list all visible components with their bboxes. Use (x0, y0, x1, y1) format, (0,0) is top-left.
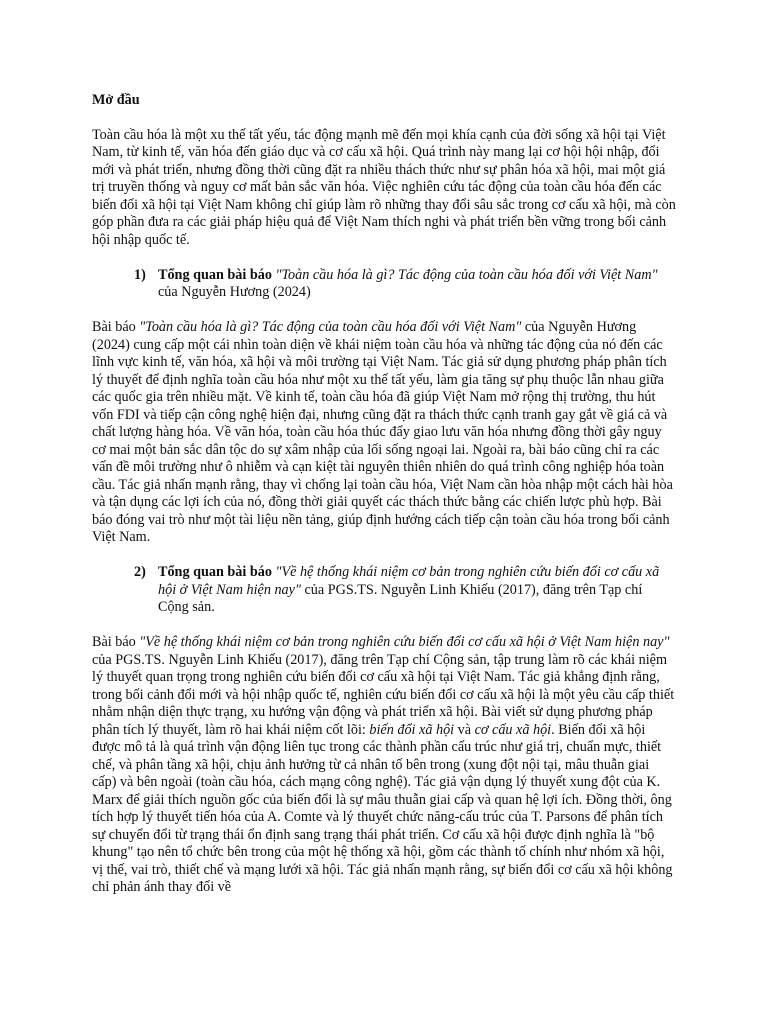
list-item-1 (92, 267, 676, 302)
intro-paragraph: Toàn cầu hóa là một xu thế tất yếu, tác động mạnh mẽ đến mọi khía cạnh của đời sống xã hội tại Việt Nam, từ kinh tế, văn hóa đến giáo dục và cơ cấu xã hội. Quá trình này mang lại cơ hội hội nhập, đổi mới và phát triển, nhưng đồng thời cũng đặt ra nhiều thách thức như sự phân hóa xã hội, mai một giá trị truyền thống và nguy cơ mất bản sắc văn hóa. Việc nghiên cứu tác động của toàn cầu hóa đến các biến đổi xã hội tại Việt Nam không chỉ giúp làm rõ những thay đổi sâu sắc trong cơ cấu xã hội, mà còn góp phần đưa ra các giải pháp hiệu quả để Việt Nam thích nghi và phát triển bền vững trong bối cảnh hội nhập quốc tế. (92, 126, 676, 248)
list-item-lead: Tổng quan bài báo (158, 564, 272, 580)
list-item-text (158, 564, 676, 617)
list-item-number: 1) (134, 266, 146, 283)
list-item-tail: của Nguyễn Hương (2024) (158, 284, 311, 300)
conjunction: và (457, 721, 472, 738)
paragraph-body: của PGS.TS. Nguyễn Linh Khiếu (2017), đăng trên Tạp chí Cộng sản, tập trung làm rõ các khái niệm lý thuyết quan trọng trong nghiên cứu biến đổi cơ cấu xã hội tại Việt Nam. Tác giả khẳng định rằng, trong bối cảnh đổi mới và hội nhập quốc tế, nghiên cứu biến đổi cơ cấu xã hội là một yêu cầu cấp thiết nhằm nhận diện thực trạng, xu hướng vận động và phát triển xã hội. Bài viết sử dụng phương pháp phân tích lý thuyết, làm rõ hai khái niệm cốt lõi: (92, 651, 675, 738)
list-item-tail: của PGS.TS. Nguyễn Linh Khiếu (2017), đăng trên Tạp chí Cộng sản. (158, 581, 643, 615)
paragraph-body: . Biến đổi xã hội được mô tả là quá trình vận động liên tục trong các thành phần cấu trúc như giá trị, chuẩn mực, thiết chế, và phân tầng xã hội, chịu ảnh hưởng từ cả nhân tố bên trong (xung đột nội tại, mâu thuẫn giai cấp) và bên ngoài (toàn cầu hóa, cách mạng công nghệ). Tác giả vận dụng lý thuyết xung đột của K. Marx để giải thích nguồn gốc của biến đổi là sự mâu thuẫn giai cấp và quan hệ lợi ích. Đồng thời, ông tích hợp lý thuyết tiến hóa của A. Comte và lý thuyết chức năng-cấu trúc của T. Parsons để phân tích sự chuyển đổi từ trạng thái ổn định sang trạng thái phát triển. Cơ cấu xã hội được định nghĩa là "bộ khung" tạo nên tổ chức bên trong của một hệ thống xã hội, gồm các thành tố chính như nhóm xã hội, vị thế, vai trò, thiết chế và mạng lưới xã hội. Tác giả nhấn mạnh rằng, sự biến đổi cơ cấu xã hội không chỉ phản ánh thay đổi về (92, 721, 673, 895)
list-item-number: 2) (134, 564, 146, 580)
paragraph-start: Bài báo (92, 319, 136, 335)
paragraph-start: Bài báo (92, 634, 136, 650)
section-heading: Mở đầu (92, 92, 140, 108)
key-term: cơ cấu xã hội (474, 721, 552, 738)
article-title: "Về hệ thống khái niệm cơ bản trong nghiên cứu biến đổi cơ cấu xã hội ở Việt Nam hiện nay" (139, 634, 670, 650)
list-item-text (158, 267, 676, 302)
key-term: biến đổi xã hội (369, 721, 455, 738)
list-item-lead: Tổng quan bài báo (158, 266, 272, 283)
article-title: "Toàn cầu hóa là gì? Tác động của toàn cầu hóa đối với Việt Nam" (139, 319, 522, 335)
article-title: "Về hệ thống khái niệm cơ bản trong nghiên cứu biến đổi cơ cấu xã hội ở Việt Nam hiện nay" (158, 564, 660, 598)
list-item-2 (92, 564, 676, 617)
article-1-paragraph (92, 319, 676, 547)
paragraph-body: của Nguyễn Hương (2024) cung cấp một cái nhìn toàn diện về khái niệm toàn cầu hóa và những tác động của nó đến các lĩnh vực kinh tế, văn hóa, xã hội và môi trường tại Việt Nam. Tác giả sử dụng phương pháp phân tích lý thuyết để định nghĩa toàn cầu hóa như một xu thế tất yếu, làm gia tăng sự phụ thuộc lẫn nhau giữa các quốc gia trên nhiều mặt. Về kinh tế, toàn cầu hóa đã giúp Việt Nam mở rộng thị trường, thu hút vốn FDI và tiếp cận công nghệ hiện đại, nhưng cũng đặt ra thách thức cạnh tranh gay gắt về giá cả và chất lượng hàng hóa. Về văn hóa, toàn cầu hóa thúc đẩy giao lưu văn hóa nhưng đồng thời gây nguy cơ mai một bản sắc dân tộc do sự xâm nhập của lối sống ngoại lai. Ngoài ra, bài báo cũng chỉ ra các vấn đề môi trường như ô nhiễm và cạn kiệt tài nguyên thiên nhiên do quá trình công nghiệp hóa toàn cầu. Tác giả nhấn mạnh rằng, thay vì chống lại toàn cầu hóa, Việt Nam cần hòa nhập một cách hài hòa và tận dụng các lợi ích của nó, đồng thời giải quyết các thách thức bằng các chiến lược phù hợp. Bài báo đóng vai trò như một tài liệu nền tảng, giúp định hướng cách tiếp cận toàn cầu hóa trong bối cảnh Việt Nam. (92, 319, 673, 545)
article-title: "Toàn cầu hóa là gì? Tác động của toàn cầu hóa đối với Việt Nam" (275, 266, 658, 283)
article-2-paragraph (92, 634, 676, 897)
